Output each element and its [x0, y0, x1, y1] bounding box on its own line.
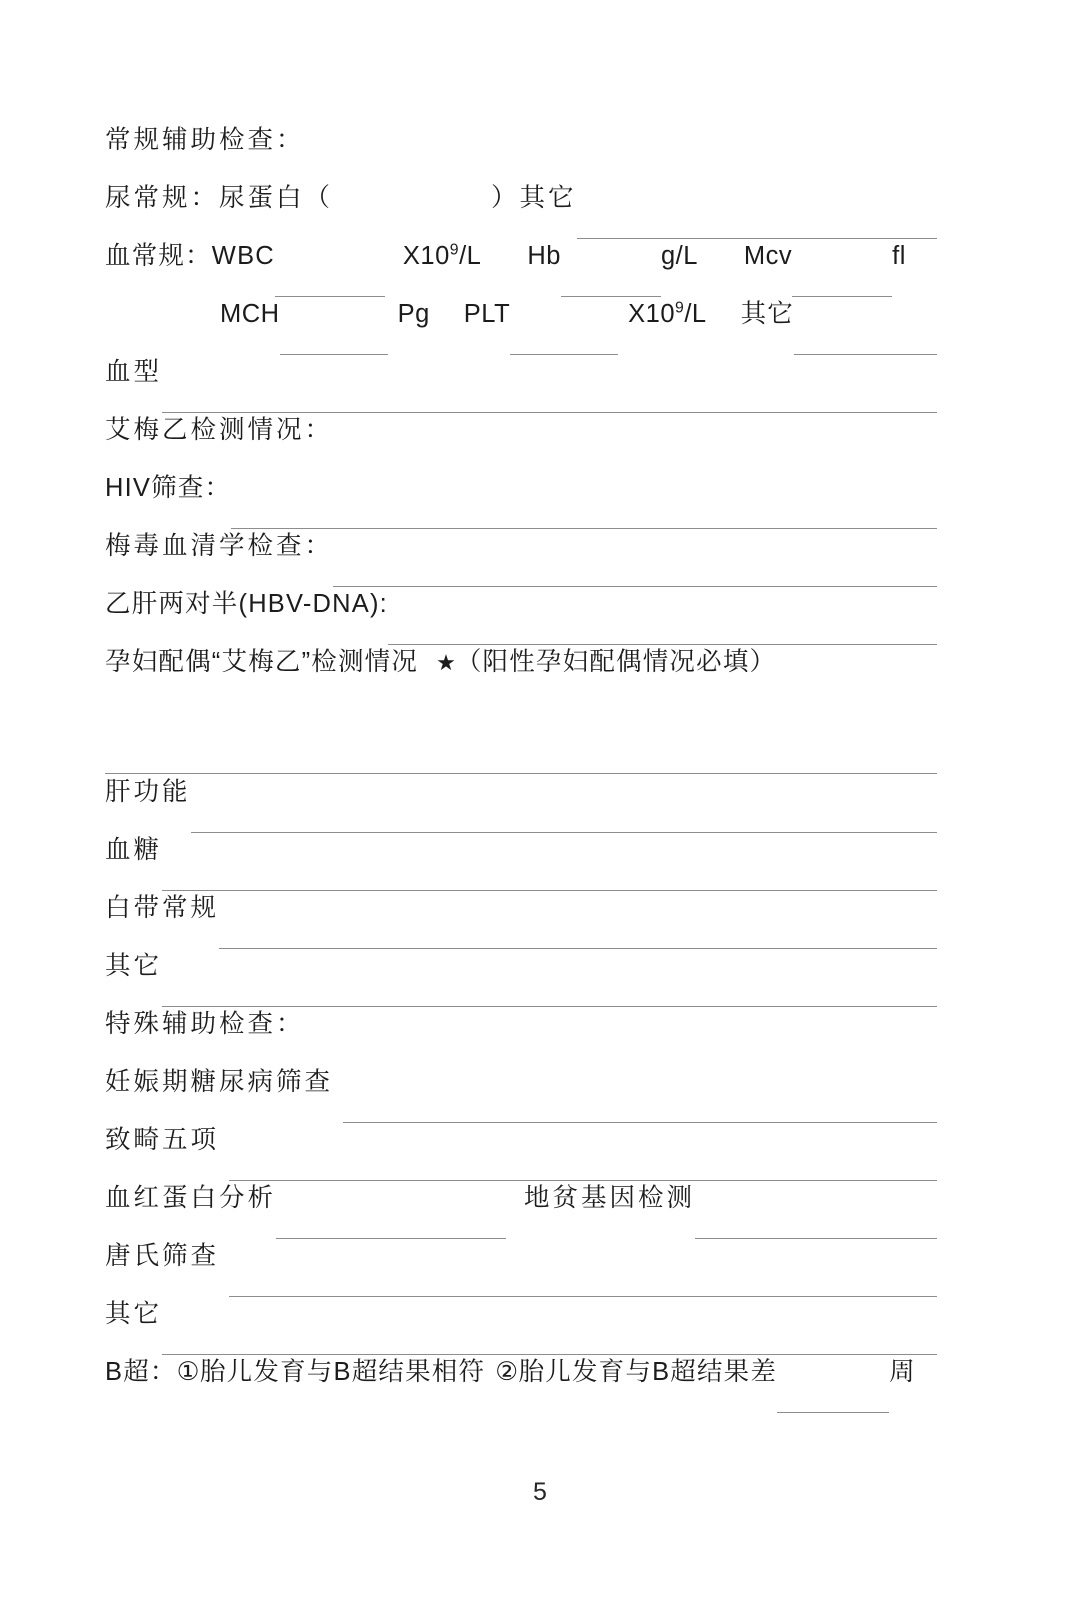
amy-testing-heading: 艾梅乙检测情况：: [105, 416, 334, 444]
hb-label: Hb: [527, 242, 561, 270]
hbv-row: [105, 592, 937, 650]
hb-input[interactable]: [561, 296, 661, 297]
thalassemia-gene-input[interactable]: [695, 1238, 937, 1239]
special-other-row: [105, 1302, 937, 1360]
gdm-screen-row: [105, 1070, 937, 1128]
mcv-input[interactable]: [792, 296, 892, 297]
gdm-screen-label: 妊娠期糖尿病筛查: [105, 1068, 334, 1096]
form-content: [105, 128, 937, 1418]
hemoglobin-analysis-row: [105, 1186, 937, 1244]
hbv-label: 乙肝两对半(HBV-DNA):: [105, 590, 388, 618]
plt-unit: $X10^9/L$: [628, 299, 707, 328]
blood-glucose-label: 血糖: [105, 836, 163, 864]
hiv-screen-row: [105, 476, 937, 534]
down-screen-label: 唐氏筛查: [105, 1242, 220, 1270]
gdm-screen-input[interactable]: [343, 1122, 937, 1123]
ultrasound-option-1-text[interactable]: 胎儿发育与B超结果相符: [199, 1358, 486, 1386]
hb-unit: g/L: [660, 242, 698, 270]
mch-input[interactable]: [280, 354, 388, 355]
routine-other-row: [105, 954, 937, 1012]
routine-other-label: 其它: [105, 952, 163, 980]
hbv-input[interactable]: [388, 644, 937, 645]
plt-label: PLT: [463, 300, 511, 328]
blood-other-input[interactable]: [794, 354, 937, 355]
liver-function-input[interactable]: [191, 832, 937, 833]
thalassemia-gene-label: 地贫基因检测: [524, 1184, 696, 1212]
page-number: 5: [533, 1478, 547, 1506]
leucorrhea-row: [105, 896, 937, 954]
syphilis-label: 梅毒血清学检查：: [105, 532, 334, 560]
special-other-label: 其它: [105, 1300, 163, 1328]
blood-type-input[interactable]: [162, 412, 937, 413]
down-screen-input[interactable]: [229, 1296, 937, 1297]
mcv-label: Mcv: [743, 242, 793, 270]
spouse-testing-input[interactable]: [105, 773, 937, 774]
leucorrhea-input[interactable]: [219, 948, 937, 949]
blood-type-row: [105, 360, 937, 418]
mch-unit: Pg: [397, 300, 430, 328]
hiv-screen-label: HIV筛查：: [105, 474, 232, 502]
blood-routine-row-1: [105, 241, 937, 302]
hemoglobin-analysis-label: 血红蛋白分析: [105, 1184, 277, 1212]
routine-exam-heading-row: [105, 128, 937, 186]
liver-function-label: 肝功能: [105, 778, 191, 806]
amy-heading-row: [105, 418, 937, 476]
liver-function-row: [105, 780, 937, 838]
ultrasound-weeks-input[interactable]: [777, 1412, 889, 1413]
syphilis-row: [105, 534, 937, 592]
plt-input[interactable]: [510, 354, 618, 355]
mch-label: MCH: [220, 300, 280, 328]
spouse-testing-row: [105, 650, 937, 712]
hiv-screen-input[interactable]: [231, 528, 937, 529]
ultrasound-label: B超：: [105, 1358, 177, 1386]
blood-other-label: 其它: [740, 300, 795, 328]
special-exam-heading-row: [105, 1012, 937, 1070]
ultrasound-option-2-text[interactable]: 胎儿发育与B超结果差: [518, 1358, 778, 1386]
required-star-icon: ★: [436, 650, 456, 675]
ultrasound-option-2-number[interactable]: ②: [495, 1358, 519, 1386]
blood-type-label: 血型: [105, 358, 163, 386]
urine-routine-label: 尿常规：尿蛋白（: [105, 184, 334, 212]
urine-routine-row: [105, 186, 937, 244]
teratogen-label: 致畸五项: [105, 1126, 220, 1154]
ultrasound-option-1-number[interactable]: ①: [176, 1358, 200, 1386]
teratogen-input[interactable]: [229, 1180, 937, 1181]
ultrasound-row: [105, 1360, 937, 1418]
routine-other-input[interactable]: [162, 1006, 937, 1007]
special-exam-heading: 特殊辅助检查：: [105, 1010, 305, 1038]
spouse-testing-note: （阳性孕妇配偶情况必填）: [455, 648, 777, 676]
hemoglobin-analysis-input[interactable]: [276, 1238, 506, 1239]
spouse-testing-answer-row: [105, 712, 937, 780]
special-other-input[interactable]: [162, 1354, 937, 1355]
teratogen-row: [105, 1128, 937, 1186]
blood-routine-row-2: [105, 299, 937, 360]
blood-routine-label: 血常规：WBC: [105, 242, 275, 270]
urine-other-input[interactable]: [577, 238, 937, 239]
blood-glucose-input[interactable]: [162, 890, 937, 891]
wbc-input[interactable]: [275, 296, 385, 297]
blood-glucose-row: [105, 838, 937, 896]
mcv-unit: fl: [892, 242, 906, 270]
routine-exam-heading: 常规辅助检查：: [105, 126, 305, 154]
wbc-unit: $X10^9/L$: [402, 241, 482, 270]
down-screen-row: [105, 1244, 937, 1302]
syphilis-input[interactable]: [333, 586, 937, 587]
urine-other-label: ）其它: [491, 184, 577, 212]
ultrasound-weeks-unit: 周: [889, 1358, 916, 1386]
leucorrhea-label: 白带常规: [105, 894, 220, 922]
spouse-testing-label: 孕妇配偶“艾梅乙”检测情况: [105, 648, 419, 676]
